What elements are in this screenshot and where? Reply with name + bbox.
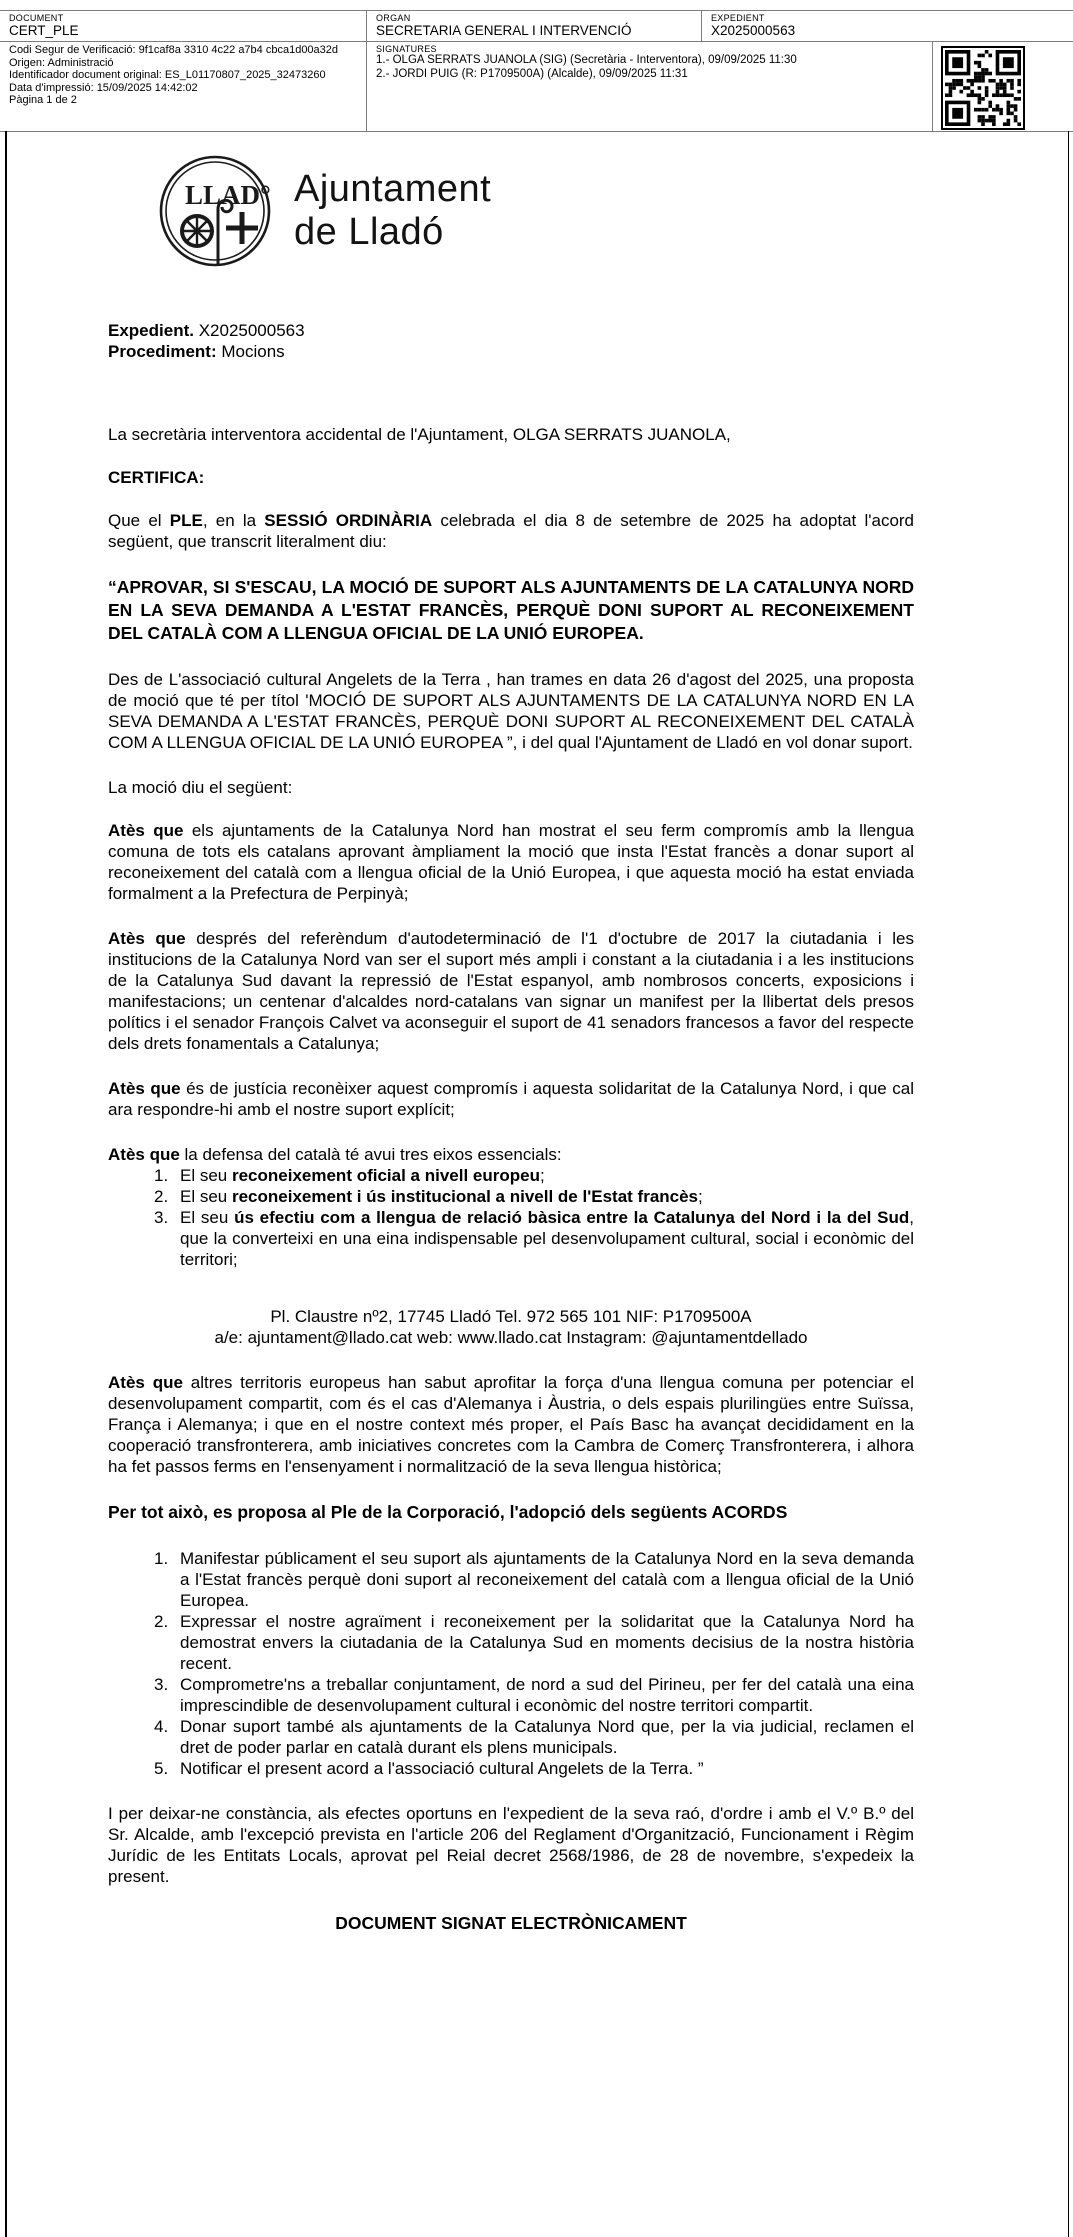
- list-number: 3.: [154, 1675, 169, 1694]
- ple-bold: PLE: [169, 511, 203, 530]
- list-number: 3.: [154, 1208, 169, 1227]
- list-text: Donar suport també als ajuntaments de la Catalunya Nord que, per la via judicial, reclamen el dret de poder parlar en català durant els plens municipals.: [180, 1717, 914, 1757]
- list-item: [108, 1186, 914, 1207]
- organ-label: ORGAN: [376, 13, 411, 23]
- seal-wheel: [182, 216, 212, 246]
- list-item: [108, 1758, 914, 1779]
- list-number: 2.: [154, 1612, 169, 1631]
- session-text: Que el: [108, 511, 170, 530]
- header-cell-document: [0, 11, 366, 41]
- session-text: celebrada el dia 8 de setembre de 2025 ha adoptat l'acord següent, que transcrit literalment diu:: [108, 511, 915, 551]
- ates-text: la defensa del català té avui tres eixos essencials:: [179, 1145, 562, 1164]
- eixos-list: [108, 1165, 914, 1270]
- ates-paragraph-5: [108, 1372, 914, 1477]
- expedient-value: X2025000563: [711, 23, 796, 38]
- signatures-label: SIGNATURES: [376, 44, 437, 54]
- ates-text: altres territoris europeus han sabut aprofitar la força d'una llengua comuna per potenciar el desenvolupament compartit, com és el cas d'Alemanya i Àustria, o dels espais plurilingües entre Suïssa, França i Alemanya; i que en el nostre context més proper, el País Basc ha avançat decididament en la cooperació transfronterera, amb iniciatives concretes com la Cambra de Comerç Transfronterera, i alhora ha fet passos ferms en l'ensenyament i normalització de la seva llengua històrica;: [108, 1373, 915, 1476]
- acords-list: [108, 1548, 914, 1779]
- ates-lead: Atès que: [108, 821, 184, 840]
- procediment-meta-label: Procediment:: [108, 342, 217, 361]
- certifica-heading: CERTIFICA:: [108, 468, 205, 487]
- sessio-ordinaria-bold: SESSIÓ ORDINÀRIA: [264, 511, 433, 530]
- list-number: 1.: [154, 1166, 169, 1185]
- eix-pre: El seu: [180, 1166, 232, 1185]
- association-paragraph: Des de L'associació cultural Angelets de la Terra , han trames en data 26 d'agost del 2025, una proposta de moció que té per títol 'MOCIÓ DE SUPORT ALS AJUNTAMENTS DE LA CATALUNYA NORD EN LA SEVA DEMANDA A L'ESTAT FRANCÈS, PERQUÈ DONI SUPORT AL RECONEIXEMENT DEL CATALÀ COM A LLENGUA OFICIAL DE LA UNIÓ EUROPEA ”, i del qual l'Ajuntament de Lladó en vol donar suport.: [108, 670, 914, 752]
- list-number: 2.: [154, 1187, 169, 1206]
- closing-paragraph: I per deixar-ne constància, als efectes oportuns en l'expedient de la seva raó, d'ordre i amb el V.º B.º del Sr. Alcalde, amb l'excepció prevista en l'article 206 del Reglament d'Organització, Funcionament i Règim Jurídic de les Entitats Locals, aprovat pel Reial decret 2568/1986, de 28 de novembre, s'expedeix la present.: [108, 1804, 914, 1886]
- session-paragraph: [108, 510, 914, 552]
- session-text: , en la: [202, 511, 265, 530]
- town-hall-name: [294, 168, 491, 254]
- address-line-2: a/e: ajuntament@llado.cat web: www.llado.cat Instagram: @ajuntamentdellado: [214, 1328, 808, 1347]
- organ-value: SECRETARIA GENERAL I INTERVENCIÓ: [376, 23, 632, 38]
- list-text: [180, 1165, 914, 1186]
- eix-pre: El seu: [180, 1187, 232, 1206]
- list-number: 4.: [154, 1717, 169, 1736]
- eix-pre: El seu: [180, 1208, 235, 1227]
- ates-paragraph-2: [108, 928, 914, 1054]
- ates-paragraph-3: [108, 1078, 914, 1120]
- meta-block: [108, 320, 914, 362]
- ates-paragraph-1: [108, 820, 914, 904]
- expedient-meta-value: X2025000563: [193, 321, 305, 340]
- procediment-line: [108, 341, 914, 362]
- list-number: 5.: [154, 1759, 169, 1778]
- list-text: Manifestar públicament el seu suport als ajuntaments de la Catalunya Nord en la seva demanda a l'Estat francès perquè doni suport al reconeixement del català com a llengua oficial de la Unió Europea.: [180, 1549, 914, 1610]
- list-text: Expressar el nostre agraïment i reconeixement per la solidaritat que la Catalunya Nord ha demostrat envers la ciutadania de la Catalunya Sud en moments decisius de la nostra història recent.: [180, 1612, 914, 1673]
- list-item: [108, 1716, 914, 1758]
- address-block: [108, 1306, 914, 1348]
- intro-paragraph: La secretària interventora accidental de l'Ajuntament, OLGA SERRATS JUANOLA,: [108, 425, 731, 444]
- eix-post: ;: [698, 1187, 703, 1206]
- list-text: [180, 1207, 914, 1270]
- signatures-block: [366, 42, 932, 131]
- signature-line: 1.- OLGA SERRATS JUANOLA (SIG) (Secretària - Interventora), 09/09/2025 11:30: [376, 54, 797, 66]
- qr-code-svg: [945, 50, 1021, 126]
- document-label: DOCUMENT: [9, 13, 64, 23]
- signed-electronically-line: DOCUMENT SIGNAT ELECTRÒNICAMENT: [335, 1913, 687, 1933]
- list-text: Comprometre'ns a treballar conjuntament, de nord a sud del Pirineu, per fer del català una eina imprescindible de desenvolupament cultural i econòmic del nostre territori compartit.: [180, 1675, 914, 1715]
- list-item: [108, 1165, 914, 1186]
- procediment-meta-value: Mocions: [216, 342, 285, 361]
- ates-text: els ajuntaments de la Catalunya Nord han mostrat el seu ferm compromís amb la llengua comuna de tots els catalans aprovant àmpliament la moció que insta l'Estat francès a donar suport al reconeixement del català com a llengua oficial de la Unió Europea, i que aquesta moció ha estat enviada formalment a la Prefectura de Perpinyà;: [108, 821, 915, 903]
- eix-bold: reconeixement i ús institucional a nivell de l'Estat francès: [231, 1187, 699, 1206]
- ates-lead: Atès que: [108, 1079, 181, 1098]
- verification-line: Identificador document original: ES_L01170807_2025_32473260: [9, 69, 326, 81]
- seal-text: LLAD°: [185, 180, 271, 210]
- header-cell-expedient: [701, 11, 1073, 41]
- header-row-1: [0, 11, 1073, 42]
- town-hall-logo: [158, 154, 491, 268]
- per-tot-aixo-heading: Per tot això, es proposa al Ple de la Corporació, l'adopció dels següents ACORDS: [108, 1502, 788, 1522]
- ates-text: després del referèndum d'autodeterminació de l'1 d'octubre de 2017 la ciutadania i les institucions de la Catalunya Nord van ser el suport més ampli i constant a la ciutadania i a les institucions de la Catalunya Sud davant la repressió de l'Estat espanyol, amb nombrosos concerts, exposicions i manifestacions; un centenar d'alcaldes nord-catalans van signar un manifest per la llibertat dels presos polítics i el senador François Calvet va aconseguir el suport de 41 senadors francesos a favor del respecte dels drets fonamentals a Catalunya;: [108, 929, 914, 1053]
- ates-text: és de justícia reconèixer aquest compromís i aquesta solidaritat de la Catalunya Nord, i que cal ara respondre-hi amb el nostre suport explícit;: [108, 1079, 914, 1119]
- header-cell-organ: [366, 11, 701, 41]
- list-text: Notificar el present acord a l'associació cultural Angelets de la Terra. ”: [180, 1759, 704, 1778]
- ates-paragraph-4: [108, 1144, 914, 1165]
- expedient-line: [108, 320, 914, 341]
- motion-title-paragraph: “APROVAR, SI S'ESCAU, LA MOCIÓ DE SUPORT ALS AJUNTAMENTS DE LA CATALUNYA NORD EN LA SEVA DEMANDA A L'ESTAT FRANCÈS, PERQUÈ DONI SUPORT AL RECONEIXEMENT DEL CATALÀ COM A LLENGUA OFICIAL DE LA UNIÓ EUROPEA.: [108, 577, 914, 643]
- llado-seal-icon: [158, 154, 272, 268]
- verification-block: [0, 42, 366, 131]
- qr-code: [941, 46, 1025, 130]
- mocio-diu-line: La moció diu el següent:: [108, 778, 293, 797]
- address-line-1: Pl. Claustre nº2, 17745 Lladó Tel. 972 565 101 NIF: P1709500A: [270, 1307, 752, 1326]
- list-number: 1.: [154, 1549, 169, 1568]
- seal-cross: [226, 212, 258, 244]
- eix-post: ;: [539, 1166, 545, 1185]
- verification-line: Codi Segur de Verificació: 9f1caf8a 3310 4c22 a7b4 cbca1d00a32d: [9, 44, 339, 56]
- ates-lead: Atès que: [108, 1145, 180, 1164]
- list-text: [180, 1186, 914, 1207]
- list-item: [108, 1207, 914, 1270]
- page-number: Pàgina 1 de 2: [9, 94, 77, 106]
- header-row-2: [0, 42, 1073, 132]
- town-hall-name-line1: Ajuntament: [294, 168, 492, 210]
- header-table: [0, 10, 1073, 132]
- verification-line: Origen: Administració: [9, 56, 114, 69]
- seal-crozier: [218, 200, 232, 265]
- eix-bold: reconeixement oficial a nivell europeu: [231, 1166, 540, 1185]
- document-body: [108, 320, 914, 1934]
- ates-lead: Atès que: [108, 1373, 183, 1392]
- eix-post: , que la converteixi en una eina indispensable pel desenvolupament cultural, social i econòmic del territori;: [180, 1208, 914, 1269]
- verification-line: Data d'impressió: 15/09/2025 14:42:02: [9, 81, 198, 94]
- left-page-rule: [5, 131, 7, 2237]
- list-item: [108, 1674, 914, 1716]
- right-page-rule: [1068, 131, 1069, 2237]
- town-hall-name-line2: de Lladó: [294, 211, 444, 253]
- list-item: [108, 1611, 914, 1674]
- expedient-label: EXPEDIENT: [711, 13, 765, 23]
- expedient-meta-label: Expedient.: [108, 321, 194, 340]
- ates-lead: Atès que: [108, 929, 186, 948]
- eix-bold: ús efectiu com a llengua de relació bàsica entre la Catalunya del Nord i la del Sud: [234, 1208, 910, 1227]
- list-item: [108, 1548, 914, 1611]
- qr-cell: [932, 42, 1073, 131]
- signature-line: 2.- JORDI PUIG (R: P1709500A) (Alcalde), 09/09/2025 11:31: [376, 67, 688, 80]
- document-value: CERT_PLE: [9, 23, 79, 38]
